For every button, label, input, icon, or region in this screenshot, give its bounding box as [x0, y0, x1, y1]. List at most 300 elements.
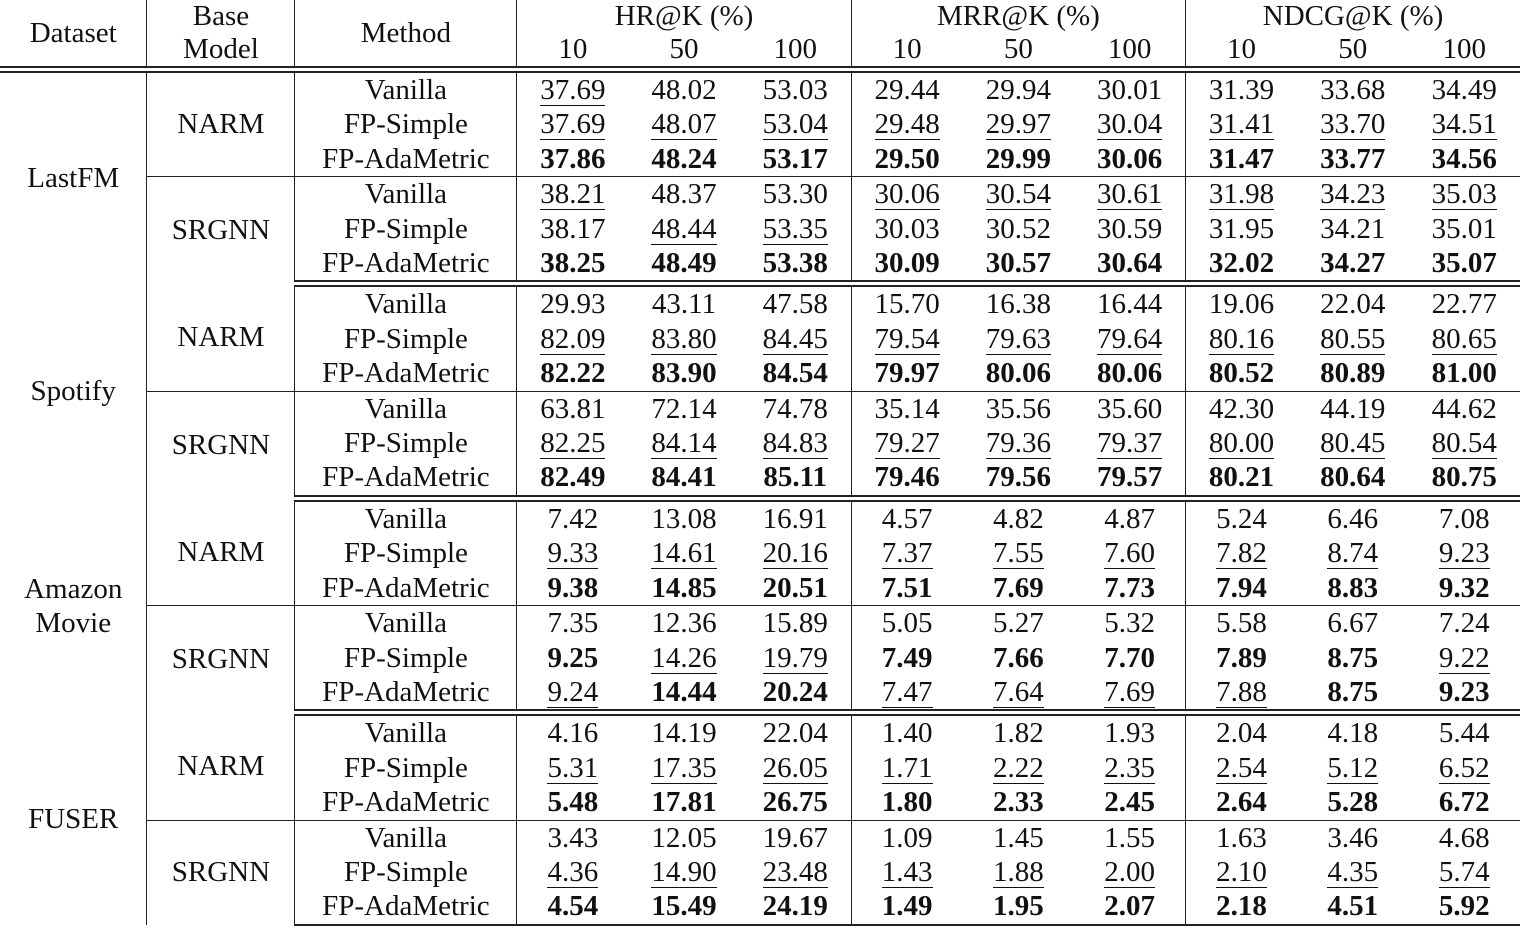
metric-cell	[1408, 391, 1520, 426]
metric-value: 29.44	[874, 74, 940, 106]
metric-cell	[963, 142, 1074, 177]
metric-cell	[963, 889, 1074, 924]
metric-cell	[1408, 107, 1520, 141]
metric-cell	[740, 785, 851, 820]
metric-value: 48.24	[651, 142, 717, 175]
metric-value: 80.16	[1208, 322, 1275, 355]
metric-cell	[963, 460, 1074, 498]
metric-cell	[740, 246, 851, 284]
metric-cell	[851, 751, 962, 785]
method-cell: FP-AdaMetric	[295, 142, 517, 177]
metric-cell	[1186, 820, 1297, 855]
metric-value: 9.24	[547, 675, 599, 708]
metric-value: 8.74	[1327, 537, 1379, 570]
metric-cell	[1297, 641, 1408, 675]
metric-cell	[628, 641, 739, 675]
metric-cell	[740, 855, 851, 889]
metric-value: 2.64	[1216, 786, 1267, 819]
metric-value: 34.51	[1431, 108, 1497, 141]
metric-cell	[963, 70, 1074, 108]
metric-cell	[1074, 212, 1185, 246]
metric-value: 7.51	[881, 571, 933, 604]
metric-cell	[1186, 675, 1297, 713]
metric-cell	[1074, 641, 1185, 675]
table-row	[0, 391, 1520, 426]
metric-cell	[1408, 713, 1520, 751]
metric-value: 4.16	[547, 717, 599, 750]
metric-value: 79.37	[1096, 427, 1163, 460]
metric-cell	[963, 713, 1074, 751]
metric-cell	[1408, 212, 1520, 246]
metric-cell	[963, 571, 1074, 606]
metric-value: 4.57	[881, 502, 933, 535]
header-base-model-line1: Base	[192, 0, 250, 32]
method-cell: FP-AdaMetric	[295, 785, 517, 820]
metric-cell	[517, 391, 628, 426]
metric-value: 22.04	[762, 717, 828, 750]
header-method	[295, 0, 517, 70]
method-cell: FP-AdaMetric	[295, 675, 517, 713]
metric-value: 53.30	[762, 178, 828, 211]
header-k-ndcg-10: 10	[1186, 32, 1297, 70]
metric-value: 48.02	[651, 74, 717, 106]
header-k-mrr-10: 10	[851, 32, 962, 70]
metric-value: 42.30	[1208, 392, 1275, 425]
metric-value: 63.81	[540, 392, 606, 425]
metric-cell	[1297, 142, 1408, 177]
metric-value: 79.27	[874, 427, 940, 460]
metric-cell	[517, 675, 628, 713]
metric-value: 38.21	[540, 178, 606, 211]
metric-cell	[517, 142, 628, 177]
metric-cell	[1297, 675, 1408, 713]
metric-value: 33.68	[1320, 74, 1386, 106]
metric-value: 82.09	[540, 322, 606, 355]
metric-cell	[1297, 571, 1408, 606]
metric-value: 80.45	[1320, 427, 1386, 460]
metric-value: 79.46	[874, 461, 940, 494]
metric-cell	[517, 70, 628, 108]
metric-cell	[1074, 460, 1185, 498]
metric-value: 34.27	[1320, 247, 1386, 280]
metric-cell	[851, 460, 962, 498]
metric-value: 85.11	[763, 461, 828, 494]
metric-cell	[963, 426, 1074, 460]
metric-cell	[1408, 820, 1520, 855]
metric-value: 2.45	[1104, 786, 1155, 819]
metric-value: 80.06	[985, 357, 1051, 390]
metric-cell	[1186, 426, 1297, 460]
header-k-hr-10: 10	[517, 32, 628, 70]
header-k-mrr-100: 100	[1074, 32, 1185, 70]
metric-cell	[963, 212, 1074, 246]
header-mrr-group	[851, 0, 1185, 32]
header-ndcg-label: NDCG@K (%)	[1262, 0, 1444, 32]
metric-cell	[517, 177, 628, 212]
header-k-ndcg-50: 50	[1297, 32, 1408, 70]
metric-cell	[628, 460, 739, 498]
metric-value: 82.25	[540, 427, 606, 460]
metric-value: 29.94	[985, 74, 1051, 106]
table-row	[0, 498, 1520, 536]
metric-cell	[1186, 855, 1297, 889]
metric-value: 80.21	[1208, 461, 1275, 494]
metric-value: 30.64	[1096, 247, 1163, 280]
metric-value: 79.36	[985, 427, 1051, 460]
metric-cell	[628, 785, 739, 820]
metric-cell	[1186, 889, 1297, 924]
metric-value: 80.64	[1320, 461, 1386, 494]
metric-cell	[1297, 70, 1408, 108]
metric-value: 30.54	[985, 178, 1051, 211]
metric-value: 15.49	[651, 890, 717, 923]
metric-value: 1.09	[881, 821, 933, 854]
metric-value: 31.47	[1208, 142, 1275, 175]
metric-value: 80.65	[1431, 322, 1497, 355]
base-model-cell: NARM	[147, 498, 295, 605]
metric-cell	[517, 460, 628, 498]
base-model-cell: NARM	[147, 713, 295, 820]
metric-cell	[740, 820, 851, 855]
metric-cell	[1074, 498, 1185, 536]
metric-value: 35.56	[985, 392, 1051, 425]
metric-cell	[1408, 675, 1520, 713]
metric-cell	[1297, 322, 1408, 356]
metric-value: 80.54	[1431, 427, 1497, 460]
metric-value: 35.07	[1431, 247, 1497, 280]
metric-value: 79.56	[985, 461, 1051, 494]
metric-cell	[740, 70, 851, 108]
metric-value: 84.45	[762, 322, 828, 355]
metric-value: 13.08	[651, 502, 717, 535]
metric-cell	[1074, 536, 1185, 570]
metric-value: 2.04	[1216, 717, 1267, 750]
metric-value: 1.49	[881, 890, 933, 923]
metric-value: 17.35	[651, 751, 717, 784]
metric-cell	[1408, 606, 1520, 641]
metric-cell	[517, 889, 628, 924]
metric-value: 14.26	[651, 641, 717, 674]
metric-value: 7.69	[993, 571, 1044, 604]
metric-cell	[628, 606, 739, 641]
metric-value: 2.18	[1216, 890, 1267, 923]
metric-value: 9.23	[1438, 675, 1490, 708]
metric-cell	[1186, 606, 1297, 641]
metric-value: 7.35	[547, 607, 599, 640]
metric-cell	[1297, 889, 1408, 924]
metric-value: 1.80	[881, 786, 933, 819]
metric-value: 5.24	[1216, 502, 1267, 535]
metric-value: 14.19	[651, 717, 717, 750]
metric-value: 9.33	[547, 537, 599, 570]
metric-cell	[517, 212, 628, 246]
method-cell: Vanilla	[295, 713, 517, 751]
metric-cell	[1186, 785, 1297, 820]
metric-value: 15.70	[874, 288, 940, 321]
metric-value: 7.24	[1438, 607, 1490, 640]
method-cell: FP-AdaMetric	[295, 356, 517, 391]
metric-cell	[517, 751, 628, 785]
metric-cell	[1186, 246, 1297, 284]
method-cell: FP-Simple	[295, 426, 517, 460]
metric-cell	[1297, 820, 1408, 855]
metric-value: 4.18	[1327, 717, 1379, 750]
metric-value: 72.14	[651, 392, 717, 425]
metric-value: 31.95	[1208, 212, 1275, 245]
metric-cell	[851, 356, 962, 391]
metric-value: 5.74	[1438, 855, 1490, 888]
metric-value: 5.58	[1216, 607, 1267, 640]
metric-value: 2.33	[993, 786, 1044, 819]
metric-value: 84.14	[651, 427, 717, 460]
metric-cell	[517, 284, 628, 322]
metric-cell	[1074, 571, 1185, 606]
metric-value: 53.17	[762, 142, 828, 175]
metric-value: 1.82	[993, 717, 1044, 750]
method-cell: Vanilla	[295, 820, 517, 855]
metric-value: 79.57	[1096, 461, 1163, 494]
metric-cell	[963, 820, 1074, 855]
metric-cell	[1297, 751, 1408, 785]
metric-value: 31.41	[1208, 108, 1275, 141]
metric-value: 38.25	[540, 247, 606, 280]
metric-value: 7.55	[993, 537, 1044, 570]
metric-cell	[740, 391, 851, 426]
metric-cell	[851, 391, 962, 426]
metric-value: 7.69	[1104, 675, 1155, 708]
metric-value: 30.03	[874, 212, 940, 245]
metric-cell	[963, 246, 1074, 284]
metric-value: 8.83	[1327, 571, 1379, 604]
metric-cell	[1186, 536, 1297, 570]
method-cell: FP-Simple	[295, 212, 517, 246]
method-cell: Vanilla	[295, 177, 517, 212]
metric-cell	[963, 536, 1074, 570]
metric-value: 9.22	[1438, 641, 1490, 674]
metric-cell	[1297, 785, 1408, 820]
dataset-cell	[0, 284, 147, 498]
metric-value: 74.78	[762, 392, 828, 425]
metric-cell	[1186, 571, 1297, 606]
metric-value: 30.59	[1096, 212, 1163, 245]
metric-cell	[1408, 322, 1520, 356]
method-cell: Vanilla	[295, 498, 517, 536]
metric-cell	[628, 142, 739, 177]
header-k-hr-50: 50	[628, 32, 739, 70]
metric-value: 8.75	[1327, 641, 1379, 674]
metric-value: 34.21	[1320, 212, 1386, 245]
metric-cell	[1297, 246, 1408, 284]
metric-cell	[628, 356, 739, 391]
table-row	[0, 177, 1520, 212]
metric-cell	[851, 177, 962, 212]
metric-value: 1.55	[1104, 821, 1155, 854]
metric-cell	[740, 107, 851, 141]
metric-cell	[740, 713, 851, 751]
metric-cell	[851, 107, 962, 141]
metric-cell	[851, 675, 962, 713]
metric-value: 30.01	[1096, 74, 1163, 106]
metric-cell	[963, 641, 1074, 675]
metric-cell	[740, 889, 851, 924]
metric-value: 84.54	[762, 357, 828, 390]
table-row	[0, 606, 1520, 641]
metric-cell	[1074, 356, 1185, 391]
metric-value: 1.45	[993, 821, 1044, 854]
metric-cell	[1297, 498, 1408, 536]
metric-cell	[628, 107, 739, 141]
metric-value: 5.32	[1104, 607, 1155, 640]
metric-value: 24.19	[762, 890, 828, 923]
base-model-cell: SRGNN	[147, 391, 295, 498]
metric-value: 1.40	[881, 717, 933, 750]
metric-value: 14.61	[651, 537, 717, 570]
method-cell: FP-Simple	[295, 107, 517, 141]
dataset-name: FUSER	[28, 802, 119, 835]
metric-value: 31.98	[1208, 178, 1275, 211]
table-row	[0, 820, 1520, 855]
metric-value: 26.05	[762, 751, 828, 784]
metric-cell	[1297, 460, 1408, 498]
metric-cell	[1408, 460, 1520, 498]
metric-value: 82.49	[540, 461, 606, 494]
metric-value: 53.35	[762, 212, 828, 245]
metric-cell	[851, 212, 962, 246]
metric-value: 9.25	[547, 641, 599, 674]
metric-value: 5.12	[1327, 751, 1379, 784]
metric-value: 7.37	[881, 537, 933, 570]
metric-value: 2.07	[1104, 890, 1155, 923]
metric-cell	[851, 785, 962, 820]
metric-value: 6.67	[1327, 607, 1379, 640]
metric-cell	[1408, 536, 1520, 570]
metric-cell	[740, 675, 851, 713]
metric-cell	[1074, 322, 1185, 356]
metric-value: 19.79	[762, 641, 828, 674]
metric-cell	[517, 713, 628, 751]
metric-value: 83.90	[651, 357, 717, 390]
metric-value: 7.88	[1216, 675, 1267, 708]
metric-value: 79.63	[985, 322, 1051, 355]
metric-value: 7.70	[1104, 641, 1155, 674]
metric-value: 26.75	[762, 786, 828, 819]
metric-cell	[1186, 322, 1297, 356]
metric-value: 1.71	[881, 751, 933, 784]
metric-cell	[628, 855, 739, 889]
metric-cell	[517, 606, 628, 641]
metric-value: 29.48	[874, 108, 940, 141]
metric-value: 20.24	[762, 675, 828, 708]
metric-cell	[963, 855, 1074, 889]
header-dataset	[0, 0, 147, 70]
metric-value: 2.22	[993, 751, 1044, 784]
metric-cell	[1074, 675, 1185, 713]
metric-cell	[517, 785, 628, 820]
metric-cell	[1186, 107, 1297, 141]
table-row	[0, 70, 1520, 108]
metric-cell	[1074, 751, 1185, 785]
metric-cell	[1186, 460, 1297, 498]
method-cell: FP-AdaMetric	[295, 246, 517, 284]
metric-value: 38.17	[540, 212, 606, 245]
metric-cell	[963, 498, 1074, 536]
metric-cell	[740, 498, 851, 536]
metric-cell	[1297, 356, 1408, 391]
metric-cell	[517, 498, 628, 536]
metric-cell	[851, 713, 962, 751]
metric-value: 37.86	[540, 142, 606, 175]
metric-value: 30.61	[1096, 178, 1163, 211]
metric-value: 37.69	[540, 108, 606, 141]
metric-cell	[517, 536, 628, 570]
metric-cell	[1074, 284, 1185, 322]
metric-value: 33.70	[1320, 108, 1386, 141]
metric-value: 16.38	[985, 288, 1051, 321]
metric-cell	[963, 785, 1074, 820]
metric-cell	[740, 142, 851, 177]
metric-value: 30.57	[985, 247, 1051, 280]
metric-value: 79.64	[1096, 322, 1163, 355]
metric-value: 80.00	[1208, 427, 1275, 460]
metric-cell	[1074, 606, 1185, 641]
metric-cell	[1074, 889, 1185, 924]
metric-cell	[1297, 177, 1408, 212]
metric-cell	[1297, 391, 1408, 426]
metric-cell	[851, 426, 962, 460]
metric-cell	[1186, 641, 1297, 675]
metric-cell	[1408, 785, 1520, 820]
metric-cell	[851, 641, 962, 675]
metric-value: 37.69	[540, 74, 606, 106]
metric-value: 14.85	[651, 571, 717, 604]
metric-cell	[1408, 855, 1520, 889]
metric-cell	[963, 177, 1074, 212]
metric-cell	[1074, 142, 1185, 177]
metric-cell	[1297, 426, 1408, 460]
metric-cell	[1408, 889, 1520, 924]
metric-value: 2.00	[1104, 855, 1155, 888]
metric-value: 1.95	[993, 890, 1044, 923]
metric-value: 30.06	[874, 178, 940, 211]
method-cell: FP-AdaMetric	[295, 460, 517, 498]
metric-value: 9.32	[1438, 571, 1490, 604]
metric-cell	[517, 820, 628, 855]
metric-cell	[963, 606, 1074, 641]
metric-value: 35.14	[874, 392, 940, 425]
metric-value: 16.91	[762, 502, 828, 535]
metric-value: 4.36	[547, 855, 599, 888]
metric-cell	[628, 751, 739, 785]
metric-value: 53.04	[762, 108, 828, 141]
dataset-cell	[0, 70, 147, 284]
metric-cell	[1297, 536, 1408, 570]
metric-cell	[740, 641, 851, 675]
metric-cell	[1408, 356, 1520, 391]
base-model-cell: NARM	[147, 70, 295, 177]
metric-cell	[517, 426, 628, 460]
metric-cell	[963, 284, 1074, 322]
metric-cell	[740, 571, 851, 606]
metric-value: 48.44	[651, 212, 717, 245]
base-model-cell: SRGNN	[147, 606, 295, 713]
metric-cell	[740, 322, 851, 356]
metric-cell	[1408, 571, 1520, 606]
metric-value: 5.31	[547, 751, 599, 784]
metric-cell	[1186, 391, 1297, 426]
metric-value: 7.89	[1216, 641, 1267, 674]
metric-cell	[851, 70, 962, 108]
metric-cell	[1408, 177, 1520, 212]
